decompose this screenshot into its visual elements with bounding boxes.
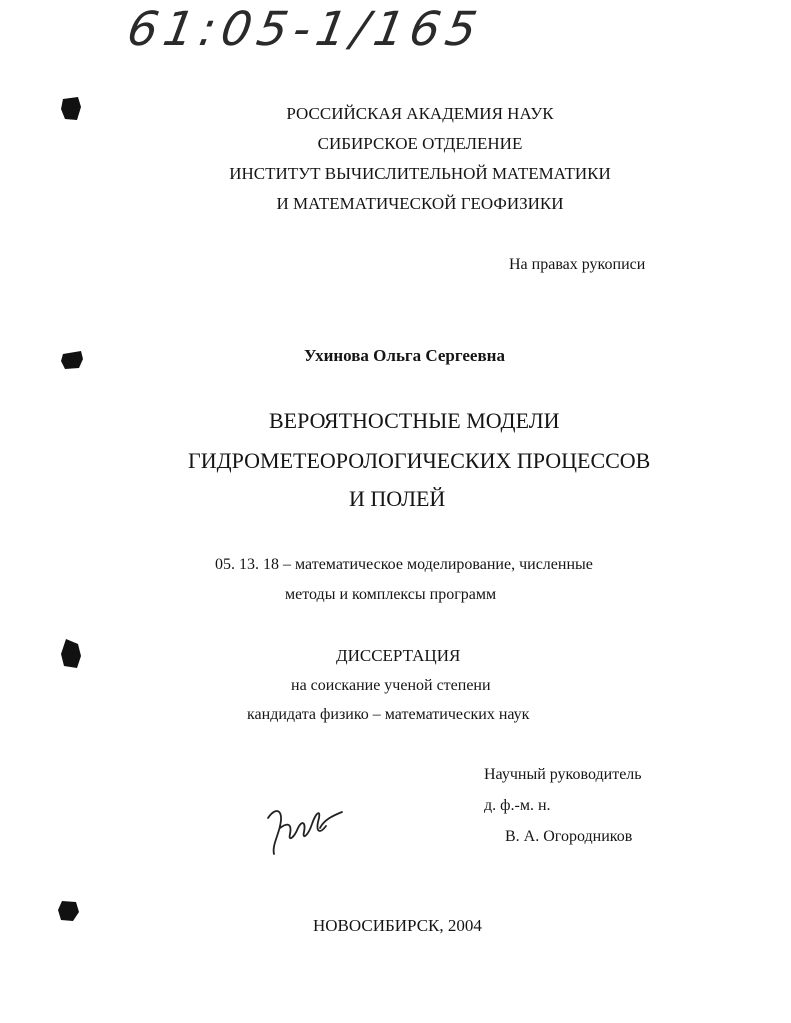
binding-hole-mark bbox=[56, 898, 82, 924]
signature-scribble bbox=[258, 798, 348, 860]
author-name: Ухинова Ольга Сергеевна bbox=[304, 346, 505, 365]
institution-line: ИНСТИТУТ ВЫЧИСЛИТЕЛЬНОЙ МАТЕМАТИКИ bbox=[229, 164, 611, 183]
binding-hole-mark bbox=[58, 95, 84, 123]
binding-hole-mark bbox=[58, 638, 84, 670]
place-and-year: НОВОСИБИРСК, 2004 bbox=[313, 916, 482, 935]
institution-line: СИБИРСКОЕ ОТДЕЛЕНИЕ bbox=[317, 134, 523, 153]
supervisor-label: Научный руководитель bbox=[484, 766, 642, 783]
title-line: ВЕРОЯТНОСТНЫЕ МОДЕЛИ bbox=[269, 408, 560, 433]
title-line: И ПОЛЕЙ bbox=[349, 486, 446, 511]
specialty-line: методы и комплексы программ bbox=[285, 586, 497, 603]
call-number: 61:05-1/165 bbox=[123, 2, 487, 57]
specialty-line: 05. 13. 18 – математическое моделирование, численные bbox=[215, 556, 593, 573]
manuscript-note: На правах рукописи bbox=[509, 256, 646, 273]
document-type: ДИССЕРТАЦИЯ bbox=[336, 646, 461, 665]
degree-line: на соискание ученой степени bbox=[291, 677, 491, 694]
institution-line: И МАТЕМАТИЧЕСКОЙ ГЕОФИЗИКИ bbox=[276, 194, 564, 213]
title-line: ГИДРОМЕТЕОРОЛОГИЧЕСКИХ ПРОЦЕССОВ bbox=[188, 448, 651, 473]
supervisor-degree: д. ф.-м. н. bbox=[484, 797, 551, 814]
binding-hole-mark bbox=[59, 349, 85, 371]
supervisor-name: В. А. Огородников bbox=[505, 828, 633, 845]
institution-line: РОССИЙСКАЯ АКАДЕМИЯ НАУК bbox=[286, 104, 554, 123]
degree-line: кандидата физико – математических наук bbox=[247, 706, 530, 723]
